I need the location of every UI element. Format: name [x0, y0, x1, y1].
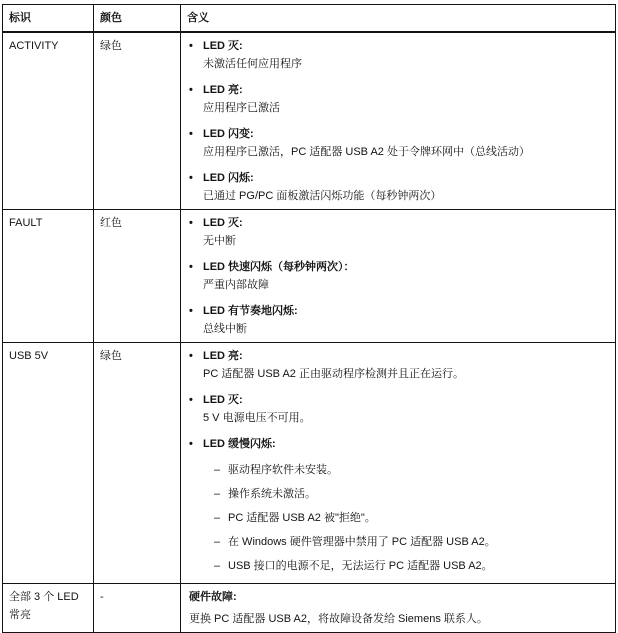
bullet-icon: • [189, 128, 193, 140]
meaning-item [189, 81, 609, 117]
item-desc: 无中断 [203, 235, 236, 247]
bullet-icon: • [189, 305, 193, 317]
item-desc: 严重内部故障 [203, 279, 269, 291]
item-title: LED 有节奏地闪烁: [203, 305, 298, 317]
bullet-icon: • [189, 261, 193, 273]
meaning-item [189, 214, 609, 250]
table-row-fault [3, 210, 616, 343]
column-header-color: 颜色 [94, 5, 181, 33]
dash-icon: – [214, 560, 221, 572]
led-meaning-cell [181, 343, 616, 584]
dash-icon: – [214, 536, 221, 548]
meaning-item [189, 125, 609, 161]
led-meaning-cell [181, 584, 616, 633]
item-title: LED 灭: [203, 394, 243, 406]
bullet-icon: • [189, 172, 193, 184]
hardware-fault-desc: 更换 PC 适配器 USB A2，将故障设备发给 Siemens 联系人。 [189, 613, 488, 625]
led-color-cell: 绿色 [94, 343, 181, 584]
led-color-cell: 红色 [94, 210, 181, 343]
led-color-cell: 绿色 [94, 32, 181, 210]
bullet-icon: • [189, 394, 193, 406]
item-title: LED 闪烁: [203, 172, 254, 184]
item-title: LED 快速闪烁（每秒钟两次）： [203, 261, 355, 273]
meaning-item [189, 169, 609, 205]
meaning-item [189, 347, 609, 383]
item-title: LED 亮: [203, 350, 243, 362]
hardware-fault-title: 硬件故障: [189, 591, 237, 603]
table-row-usb5v [3, 343, 616, 584]
table-row-all-leds [3, 584, 616, 633]
dash-icon: – [214, 488, 221, 500]
led-id-cell: 全部 3 个 LED 常亮 [3, 584, 94, 633]
header-row [3, 5, 616, 33]
meaning-subitem [214, 485, 609, 503]
table-row-activity [3, 32, 616, 210]
item-title: LED 亮: [203, 84, 243, 96]
item-title: LED 灭: [203, 40, 243, 52]
bullet-icon: • [189, 84, 193, 96]
meaning-item [189, 258, 609, 294]
bullet-icon: • [189, 40, 193, 52]
meaning-item [189, 391, 609, 427]
bullet-icon: • [189, 350, 193, 362]
bullet-icon: • [189, 217, 193, 229]
subitem-text: 在 Windows 硬件管理器中禁用了 PC 适配器 USB A2。 [228, 536, 496, 548]
meaning-subitem [214, 509, 609, 527]
led-color-cell: - [94, 584, 181, 633]
led-id-cell: USB 5V [3, 343, 94, 584]
bullet-icon: • [189, 438, 193, 450]
meaning-item [189, 37, 609, 73]
led-id-cell: FAULT [3, 210, 94, 343]
meaning-item [189, 435, 609, 453]
dash-icon: – [214, 512, 221, 524]
led-status-table [2, 4, 616, 633]
led-meaning-cell [181, 32, 616, 210]
subitem-text: 驱动程序软件未安装。 [228, 464, 338, 476]
item-desc: 已通过 PG/PC 面板激活闪烁功能（每秒钟两次） [203, 190, 442, 202]
led-id-cell: ACTIVITY [3, 32, 94, 210]
dash-icon: – [214, 464, 221, 476]
subitem-text: USB 接口的电源不足，无法运行 PC 适配器 USB A2。 [228, 560, 493, 572]
item-title: LED 灭: [203, 217, 243, 229]
item-desc: 5 V 电源电压不可用。 [203, 412, 311, 424]
subitem-text: 操作系统未激活。 [228, 488, 316, 500]
meaning-subitem [214, 461, 609, 479]
item-desc: PC 适配器 USB A2 正由驱动程序检测并且正在运行。 [203, 368, 464, 380]
item-desc: 应用程序已激活，PC 适配器 USB A2 处于令牌环网中（总线活动） [203, 146, 530, 158]
meaning-subitem [214, 533, 609, 551]
item-desc: 总线中断 [203, 323, 247, 335]
column-header-id: 标识 [3, 5, 94, 33]
item-desc: 未激活任何应用程序 [203, 58, 302, 70]
item-title: LED 闪变: [203, 128, 254, 140]
led-meaning-cell [181, 210, 616, 343]
meaning-subitem [214, 557, 609, 575]
column-header-meaning: 含义 [181, 5, 616, 33]
meaning-item [189, 302, 609, 338]
subitem-text: PC 适配器 USB A2 被"拒绝"。 [228, 512, 376, 524]
item-title: LED 缓慢闪烁: [203, 438, 276, 450]
item-desc: 应用程序已激活 [203, 102, 280, 114]
